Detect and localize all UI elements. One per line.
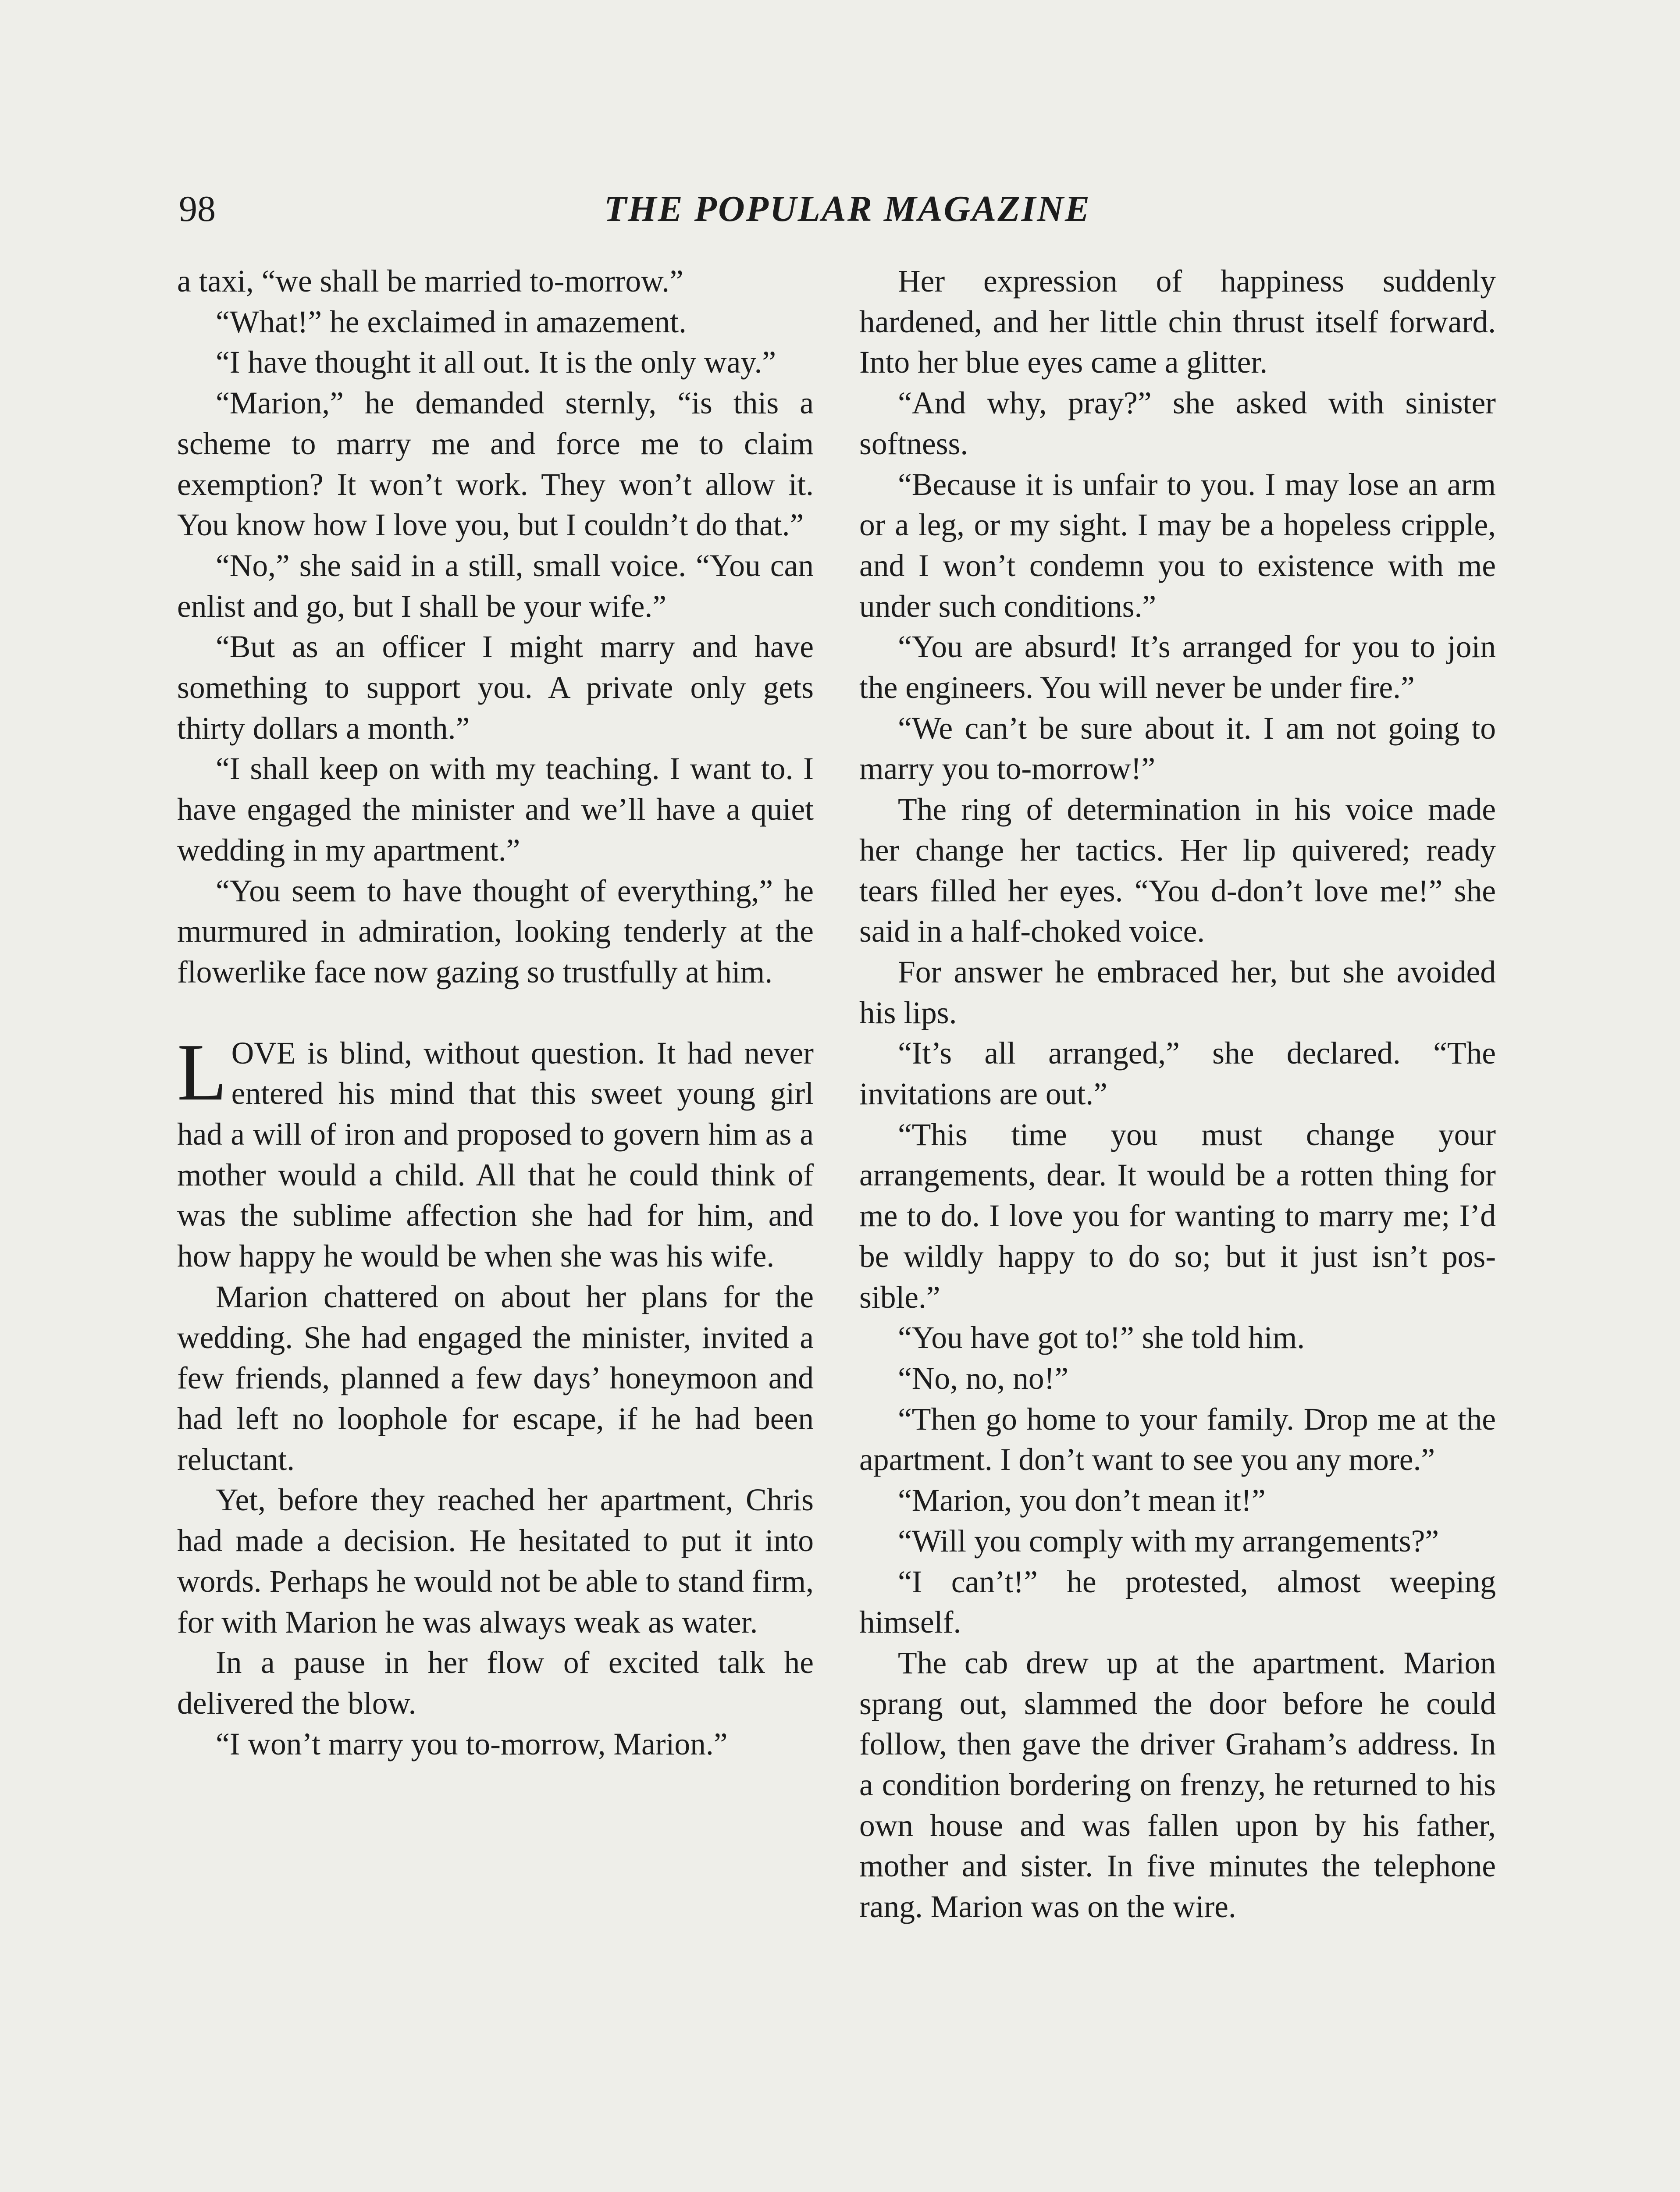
paragraph: “No,” she said in a still, small voice. “You can enlist and go, but I shall be your wife.”: [177, 548, 814, 624]
paragraph: “We can’t be sure about it. I am not going to marry you to-morrow!”: [859, 711, 1496, 786]
paragraph: Yet, before they reached her apartment, Chris had made a decision. He hesitated to put it into words. Perhaps he would not be able to stand firm, for with Marion he was always weak as water.: [177, 1483, 814, 1640]
paragraph: In a pause in her flow of excited talk he delivered the blow.: [177, 1645, 814, 1721]
paragraph: Her expression of happiness suddenly hardened, and her little chin thrust itself forward. Into her blue eyes came a glitter.: [859, 264, 1496, 380]
paragraph: “You have got to!” she told him.: [898, 1320, 1305, 1356]
left-column: [177, 261, 814, 1765]
paragraph: The ring of determination in his voice made her change her tactics. Her lip quivered; ready tears filled her eyes. “You d-don’t love me!” she said in a half-choked voice.: [859, 792, 1496, 949]
paragraph: “Marion, you don’t mean it!”: [898, 1483, 1266, 1518]
page-number: 98: [179, 189, 216, 229]
paragraph: “And why, pray?” she asked with sinister softness.: [859, 386, 1496, 461]
paragraph: “I have thought it all out. It is the only way.”: [216, 345, 776, 380]
paragraph: Marion chattered on about her plans for the wedding. She had engaged the minister, invited a few friends, planned a few days’ honeymoon and had left no loophole for escape, if he had been reluctant.: [177, 1279, 814, 1477]
paragraph: “I won’t marry you to-morrow, Marion.”: [216, 1726, 728, 1761]
paragraph: “I shall keep on with my teaching. I want to. I have engaged the minister and we’ll have a quiet wedding in my apartment.”: [177, 751, 814, 868]
paragraph: “Then go home to your family. Drop me at the apartment. I don’t want to see you any more.”: [859, 1402, 1496, 1477]
section-break: [177, 993, 814, 1033]
drop-cap: L: [177, 1027, 227, 1117]
section-opening-paragraph: [177, 1027, 814, 1277]
paragraph: “This time you must change your arrangements, dear. It would be a rotten thing for me to do. I love you for wanting to marry me; I’d be wildly happy to do so; but it just isn’t possible.”: [859, 1117, 1496, 1315]
paragraph: “Will you comply with my arrangements?”: [898, 1523, 1439, 1559]
paragraph: “No, no, no!”: [898, 1361, 1069, 1396]
magazine-title: THE POPULAR MAGAZINE: [604, 189, 1091, 229]
paragraph: “You seem to have thought of everything,” he murmured in admiration, looking tenderly at the flowerlike face now gazing so trustfully at him.: [177, 873, 814, 989]
paragraph: “You are absurd! It’s arranged for you to join the engineers. You will never be under fire.”: [859, 630, 1496, 705]
right-column: [859, 261, 1496, 1928]
paragraph: “I can’t!” he protested, almost weeping himself.: [859, 1564, 1496, 1640]
paragraph: The cab drew up at the apartment. Marion sprang out, slammed the door before he could follow, then gave the driver Graham’s address. In a condition bordering on frenzy, he returned to his own house and was fallen upon by his father, mother and sister. In five minutes the telephone rang. Marion was on the wire.: [859, 1645, 1496, 1925]
paragraph: For answer he embraced her, but she avoided his lips.: [859, 954, 1496, 1030]
paragraph: “What!” he exclaimed in amazement.: [216, 304, 687, 339]
paragraph: “It’s all arranged,” she declared. “The invitations are out.”: [859, 1036, 1496, 1112]
paragraph: a taxi, “we shall be married to-morrow.”: [177, 264, 683, 299]
paragraph: “But as an officer I might marry and have something to support you. A private only gets thirty dollars a month.”: [177, 630, 814, 746]
section-opening-text: OVE is blind, without question. It had never entered his mind that this sweet young girl had a will of iron and proposed to govern him as a mother would a child. All that he could think of was the sublime affection she had for him, and how happy he would be when she was his wife.: [177, 1036, 814, 1274]
paragraph: “Because it is unfair to you. I may lose an arm or a leg, or my sight. I may be a hopeless cripple, and I won’t condemn you to existence with me under such conditions.”: [859, 467, 1496, 624]
paragraph: “Marion,” he demanded sternly, “is this a scheme to marry me and force me to claim exemption? It won’t work. They won’t allow it. You know how I love you, but I couldn’t do that.”: [177, 386, 814, 543]
running-header: [179, 185, 1516, 233]
